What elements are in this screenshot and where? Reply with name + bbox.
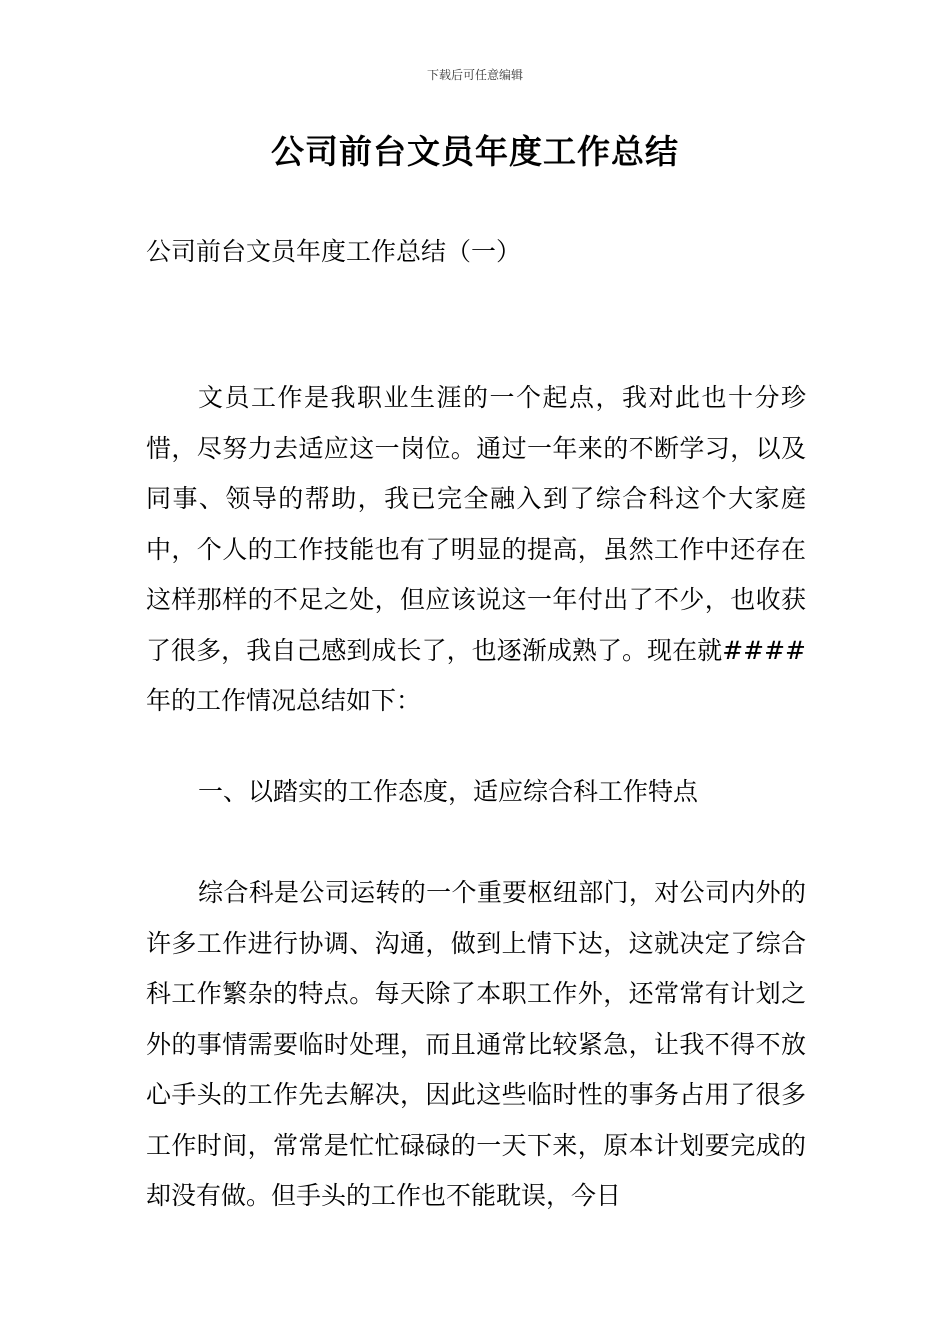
section-heading-1: 一、以踏实的工作态度，适应综合科工作特点 xyxy=(198,777,699,806)
header-note: 下载后可任意编辑 xyxy=(426,68,523,82)
paragraph-intro: 文员工作是我职业生涯的一个起点，我对此也十分珍惜，尽努力去适应这一岗位。通过一年来的不断学习，以及同事、领导的帮助，我已完全融入到了综合科这个大家庭中，个人的工作技能也有了明显的提高，虽然工作中还存在这样那样的不足之处，但应该说这一年付出了不少，也收获了很多，我自己感到成长了，也逐渐成熟了。现在就####年的工作情况总结如下： xyxy=(146,383,806,715)
paragraph-section-1: 综合科是公司运转的一个重要枢纽部门，对公司内外的许多工作进行协调、沟通，做到上情下达，这就决定了综合科工作繁杂的特点。每天除了本职工作外，还常常有计划之外的事情需要临时处理，而且通常比较紧急，让我不得不放心手头的工作先去解决，因此这些临时性的事务占用了很多工作时间，常常是忙忙碌碌的一天下来，原本计划要完成的却没有做。但手头的工作也不能耽误，今日 xyxy=(146,878,806,1210)
section-subtitle: 公司前台文员年度工作总结（一） xyxy=(146,237,522,266)
document-title: 公司前台文员年度工作总结 xyxy=(271,132,679,171)
